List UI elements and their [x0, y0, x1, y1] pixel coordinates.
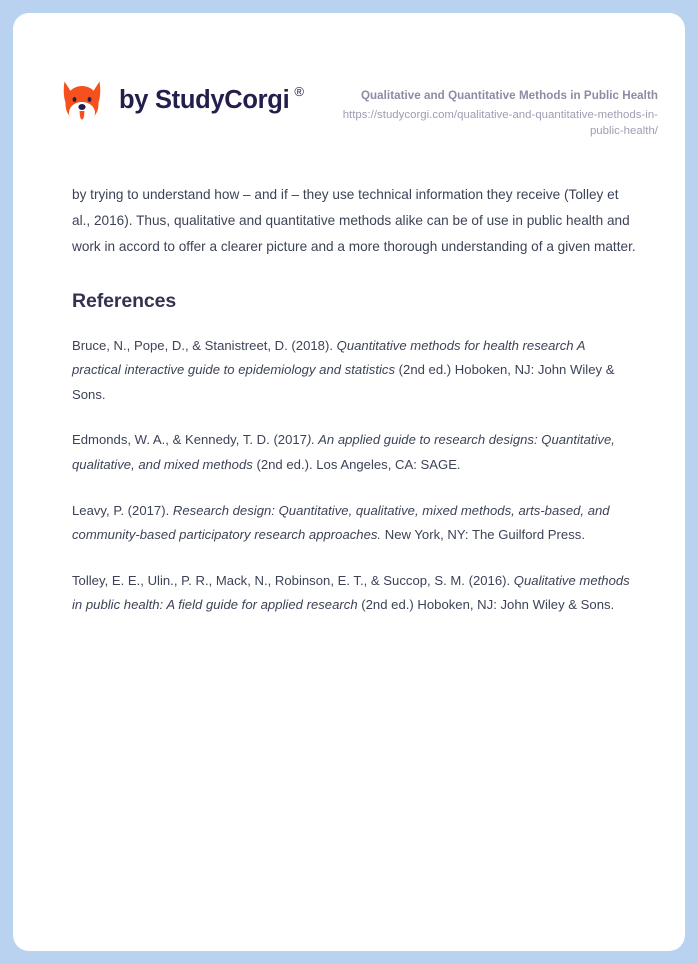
document-body — [13, 182, 685, 618]
body-paragraph: by trying to understand how – and if – they use technical information they receive (Tolley et al., 2016). Thus, qualitative and quantitative methods alike can be of use in public health and work in accord to offer a clearer picture and a more thorough understanding of a given matter. — [72, 186, 636, 254]
reference-publisher: (2nd ed.) Hoboken, NJ: John Wiley & Sons. — [357, 597, 615, 613]
studycorgi-brand[interactable] — [58, 72, 304, 125]
reference-title: Research design: Quantitative, qualitative, mixed methods, arts-based, and community-based participatory research approaches. — [72, 502, 610, 543]
reference-authors-year: Leavy, P. (2017). — [72, 502, 173, 518]
reference-title: ). An applied guide to research designs: Quantitative, qualitative, and mixed methods — [72, 432, 615, 472]
document-page-card — [13, 13, 685, 951]
reference-title: Qualitative methods in public health: A field guide for applied research — [72, 572, 630, 613]
reference-publisher: (2nd ed.) Hoboken, NJ: John Wiley & Sons. — [72, 362, 615, 402]
brand-wordmark — [119, 84, 304, 115]
brand-wordmark-text: by StudyCorgi — [119, 86, 290, 115]
reference-item — [72, 499, 637, 548]
reference-authors-year: Tolley, E. E., Ulin., P. R., Mack, N., Robinson, E. T., & Succop, S. M. (2016). — [72, 572, 514, 588]
references-heading: References — [72, 289, 177, 312]
registered-trademark-icon: ® — [294, 84, 304, 100]
document-title: Qualitative and Quantitative Methods in Public Health — [360, 89, 658, 102]
reference-authors-year: Edmonds, W. A., & Kennedy, T. D. (2017 — [72, 432, 307, 448]
reference-publisher: (2nd ed.). Los Angeles, CA: SAGE. — [252, 456, 461, 472]
reference-title: Quantitative methods for health research A practical interactive guide to epidemiology and statistics — [72, 337, 586, 378]
references-list — [72, 334, 637, 618]
reference-item — [72, 428, 637, 477]
document-url[interactable]: https://studycorgi.com/qualitative-and-quantitative-methods-in-public-health/ — [342, 109, 658, 138]
document-header — [13, 13, 685, 140]
corgi-head-icon — [58, 77, 106, 125]
reference-item — [72, 334, 637, 408]
reference-publisher: New York, NY: The Guilford Press. — [381, 527, 585, 543]
document-meta — [304, 72, 658, 140]
reference-item — [72, 569, 637, 618]
reference-authors-year: Bruce, N., Pope, D., & Stanistreet, D. (2018). — [72, 337, 337, 353]
